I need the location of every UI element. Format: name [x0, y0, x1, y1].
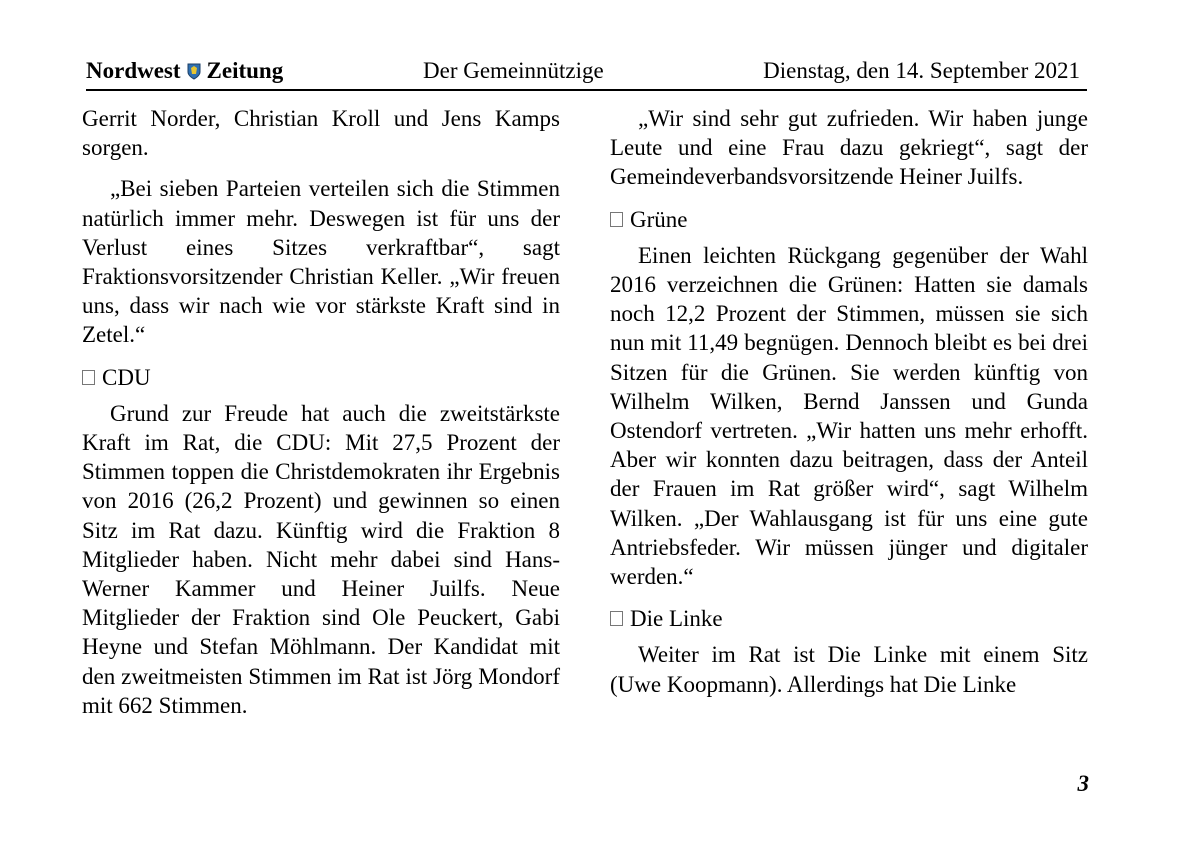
newspaper-brand [86, 58, 283, 84]
section-heading-cdu [82, 363, 560, 392]
missing-glyph-icon [82, 370, 95, 385]
header-divider [86, 89, 1087, 91]
coat-of-arms-icon [187, 63, 201, 80]
page-header [86, 55, 1086, 89]
page-number: 3 [1077, 771, 1089, 796]
paragraph: Grund zur Freude hat auch die zweitstärkste Kraft im Rat, die CDU: Mit 27,5 Prozent der Stimmen toppen die Christdemokraten ihr Ergebnis von 2016 (26,2 Prozent) und gewinnen so einen Sitz im Rat dazu. Künftig wird die Fraktion 8 Mitglieder haben. Nicht mehr dabei sind Hans-Werner Kammer und Heiner Juilfs. Neue Mitglieder der Fraktion sind Ole Peuckert, Gabi Heyne und Stefan Möhlmann. Der Kandidat mit den zweitmeisten Stimmen im Rat ist Jörg Mondorf mit 662 Stimmen. [82, 400, 560, 718]
issue-date: Dienstag, den 14. September 2021 [763, 58, 1080, 83]
section-heading-label: Grüne [630, 206, 688, 232]
left-column [82, 104, 560, 720]
missing-glyph-icon [610, 212, 623, 227]
section-heading-linke [610, 604, 1088, 633]
section-heading-gruene [610, 205, 1088, 234]
section-name: Der Gemeinnützige [423, 58, 604, 83]
section-heading-label: Die Linke [630, 606, 723, 632]
brand-name-right: Zeitung [206, 58, 284, 83]
paragraph: „Wir sind sehr gut zufrieden. Wir haben junge Leute und eine Frau dazu gekriegt“, sagt der Gemeindeverbandsvorsitzende Heiner Juilfs. [610, 106, 1088, 190]
paragraph: Gerrit Norder, Christian Kroll und Jens Kamps sorgen. [82, 106, 560, 161]
section-heading-label: CDU [102, 364, 151, 390]
brand-name-left: Nordwest [86, 58, 181, 83]
paragraph: „Bei sieben Parteien verteilen sich die Stimmen natürlich immer mehr. Deswegen ist für uns der Verlust eines Sitzes verkraftbar“, sagt Fraktionsvorsitzender Christian Keller. „Wir freuen uns, dass wir nach wie vor stärkste Kraft sind in Zetel.“ [82, 176, 560, 348]
missing-glyph-icon [610, 611, 623, 626]
right-column [610, 104, 1088, 699]
paragraph: Weiter im Rat ist Die Linke mit einem Sitz (Uwe Koopmann). Allerdings hat Die Linke [610, 642, 1088, 697]
paragraph: Einen leichten Rückgang gegenüber der Wahl 2016 verzeichnen die Grünen: Hatten sie damals noch 12,2 Prozent der Stimmen, müssen sie sich nun mit 11,49 begnügen. Dennoch bleibt es bei drei Sitzen für die Grünen. Sie werden künftig von Wilhelm Wilken, Bernd Janssen und Gunda Ostendorf vertreten. „Wir hatten uns mehr erhofft. Aber wir konnten dazu beitragen, dass der Anteil der Frauen im Rat größer wird“, sagt Wilhelm Wilken. „Der Wahlausgang ist für uns eine gute Antriebsfeder. Wir müssen jünger und digitaler werden.“ [610, 242, 1088, 590]
